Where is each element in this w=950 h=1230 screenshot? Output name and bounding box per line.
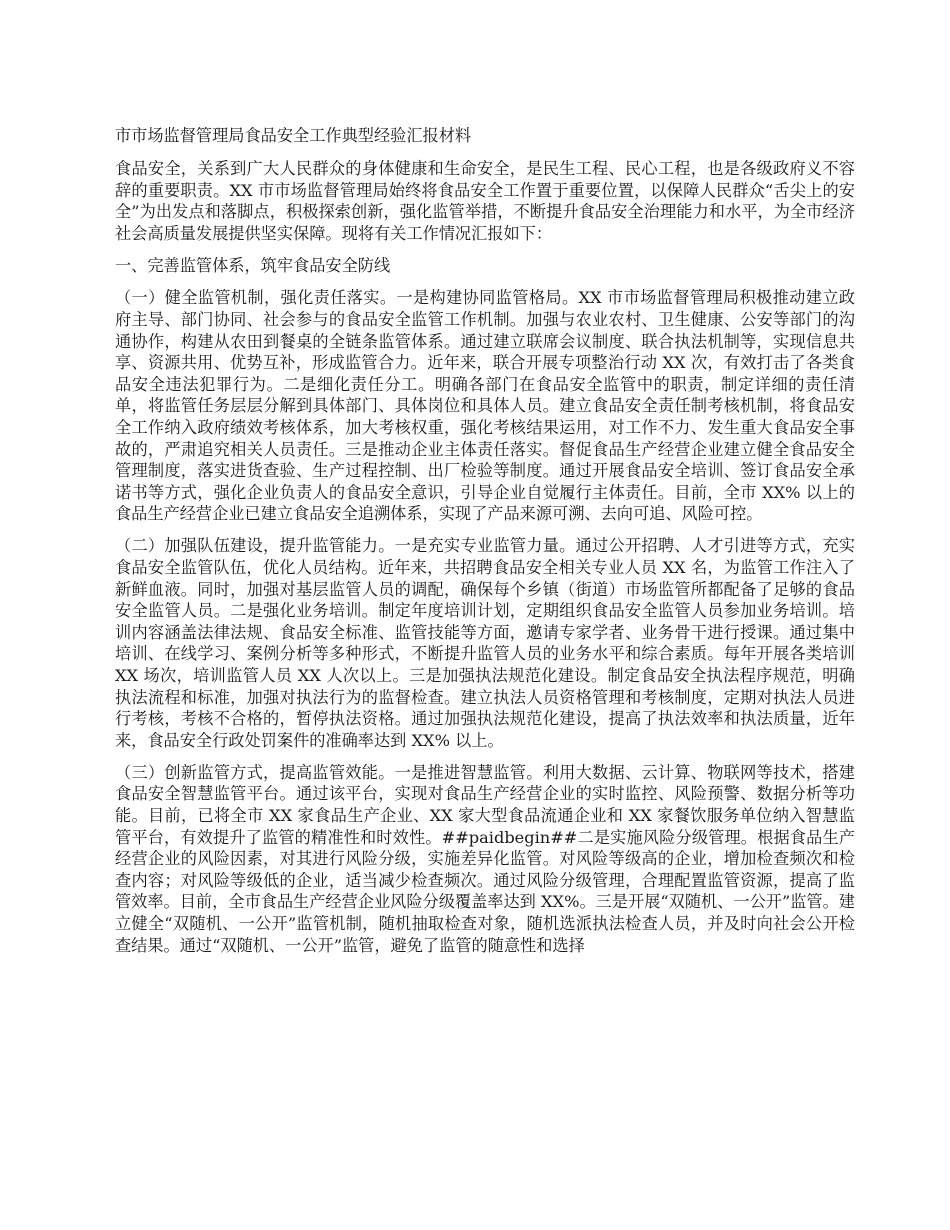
document-page <box>115 125 855 967</box>
paragraph-innovation: （三）创新监管方式，提高监管效能。一是推进智慧监管。利用大数据、云计算、物联网等技术，搭建食品安全智慧监管平台。通过该平台，实现对食品生产经营企业的实时监控、风险预警、数据分析等功能。目前，已将全市 XX 家食品生产企业、XX 家大型食品流通企业和 XX 家餐饮服务单位纳入智慧监管平台，有效提升了监管的精准性和时效性。##paidbegin##二是实施风险分级管理。根据食品生产经营企业的风险因素，对其进行风险分级，实施差异化监管。对风险等级高的企业，增加检查频次和检查内容；对风险等级低的企业，适当减少检查频次。通过风险分级管理，合理配置监管资源，提高了监管效率。目前，全市食品生产经营企业风险分级覆盖率达到 XX%。三是开展“双随机、一公开”监管。建立健全“双随机、一公开”监管机制，随机抽取检查对象，随机选派执法检查人员，并及时向社会公开检查结果。通过“双随机、一公开”监管，避免了监管的随意性和选择 <box>115 762 855 955</box>
paragraph-supervision-mechanism: （一）健全监管机制，强化责任落实。一是构建协同监管格局。XX 市市场监督管理局积极推动建立政府主导、部门协同、社会参与的食品安全监管工作机制。加强与农业农村、卫生健康、公安等部门的沟通协作，构建从农田到餐桌的全链条监管体系。通过建立联席会议制度、联合执法机制等，实现信息共享、资源共用、优势互补，形成监管合力。近年来，联合开展专项整治行动 XX 次，有效打击了各类食品安全违法犯罪行为。二是细化责任分工。明确各部门在食品安全监管中的职责，制定详细的责任清单，将监管任务层层分解到具体部门、具体岗位和具体人员。建立食品安全责任制考核机制，将食品安全工作纳入政府绩效考核体系，加大考核权重，强化考核结果运用，对工作不力、发生重大食品安全事故的，严肃追究相关人员责任。三是推动企业主体责任落实。督促食品生产经营企业建立健全食品安全管理制度，落实进货查验、生产过程控制、出厂检验等制度。通过开展食品安全培训、签订食品安全承诺书等方式，强化企业负责人的食品安全意识，引导企业自觉履行主体责任。目前，全市 XX% 以上的食品生产经营企业已建立食品安全追溯体系，实现了产品来源可溯、去向可追、风险可控。 <box>115 288 855 524</box>
intro-paragraph: 食品安全，关系到广大人民群众的身体健康和生命安全，是民生工程、民心工程，也是各级政府义不容辞的重要职责。XX 市市场监督管理局始终将食品安全工作置于重要位置，以保障人民群众“舌尖上的安全”为出发点和落脚点，积极探索创新，强化监管举措，不断提升食品安全治理能力和水平，为全市经济社会高质量发展提供坚实保障。现将有关工作情况汇报如下： <box>115 159 855 243</box>
document-title: 市市场监督管理局食品安全工作典型经验汇报材料 <box>115 126 472 145</box>
section-heading-1: 一、完善监管体系，筑牢食品安全防线 <box>115 255 391 275</box>
paragraph-team-building: （二）加强队伍建设，提升监管能力。一是充实专业监管力量。通过公开招聘、人才引进等方式，充实食品安全监管队伍，优化人员结构。近年来，共招聘食品安全相关专业人员 XX 名，为监管工作注入了新鲜血液。同时，加强对基层监管人员的调配，确保每个乡镇（街道）市场监管所都配备了足够的食品安全监管人员。二是强化业务培训。制定年度培训计划，定期组织食品安全监管人员参加业务培训。培训内容涵盖法律法规、食品安全标准、监管技能等方面，邀请专家学者、业务骨干进行授课。通过集中培训、在线学习、案例分析等多种形式，不断提升监管人员的业务水平和综合素质。每年开展各类培训 XX 场次，培训监管人员 XX 人次以上。三是加强执法规范化建设。制定食品安全执法程序规范，明确执法流程和标准，加强对执法行为的监督检查。建立执法人员资格管理和考核制度，定期对执法人员进行考核，考核不合格的，暂停执法资格。通过加强执法规范化建设，提高了执法效率和执法质量，近年来，食品安全行政处罚案件的准确率达到 XX% 以上。 <box>115 536 855 750</box>
